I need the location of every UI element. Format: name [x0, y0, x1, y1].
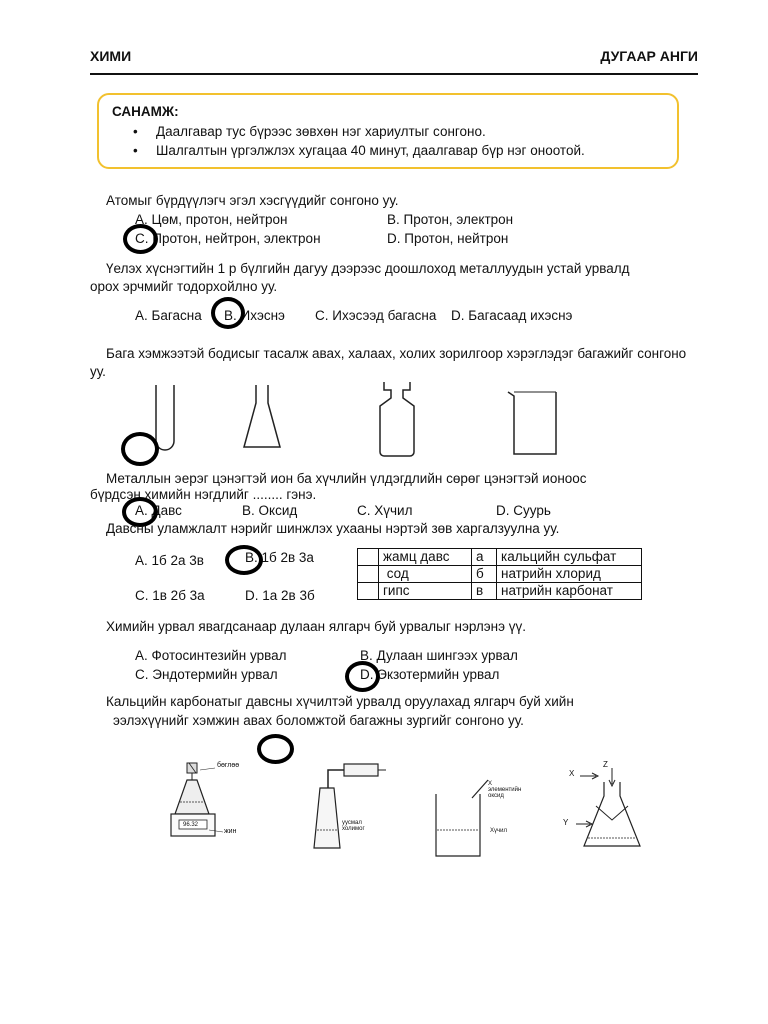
reagent-bottle-icon[interactable]	[372, 378, 422, 458]
table-row	[358, 549, 642, 566]
arrow-label-y: Y	[563, 818, 569, 827]
q5-option-a[interactable]: А. 1б 2а 3в	[135, 553, 204, 568]
balance-display: 96.32	[183, 822, 199, 828]
arrow-flask-figure[interactable]	[578, 762, 648, 856]
q1-option-b[interactable]: B. Протон, электрон	[387, 212, 514, 227]
q4-line-2: бүрдсэн химийн нэгдлийг ........ гэнэ.	[90, 487, 317, 502]
table-cell: сод	[379, 566, 472, 583]
q2-option-a[interactable]: А. Багасна	[135, 308, 202, 323]
arrow-label-x: X	[569, 769, 575, 778]
q6-option-c[interactable]: C. Эндотермийн урвал	[135, 667, 278, 682]
table-cell	[358, 583, 379, 600]
q2-option-d[interactable]: D. Багасаад ихэснэ	[451, 308, 573, 323]
notice-bullet-2: •	[133, 143, 138, 158]
q7-line-2: ээлэхүүнийг хэмжин авах боломжтой багажны зургийг сонгоно уу.	[113, 713, 524, 728]
q5-option-b[interactable]: B. 1б 2в 3а	[245, 550, 314, 565]
q6-text: Химийн урвал явагдсанаар дулаан ялгарч буй урвалыг нэрлэнэ үү.	[106, 619, 527, 634]
notice-box	[97, 93, 679, 169]
stopper-label: бөглөө	[217, 762, 240, 769]
table-row	[358, 583, 642, 600]
table-cell: натрийн карбонат	[497, 583, 642, 600]
q4-option-d[interactable]: D. Суурь	[496, 503, 551, 518]
q3-line-1: Бага хэмжээтэй бодисыг тасалж авах, халаах, холих зорилгоор хэрэглэдэг багажийг сонгоно	[106, 346, 687, 361]
q6-option-d[interactable]: D. Экзотермийн урвал	[360, 667, 500, 682]
notice-item-2: Шалгалтын үргэлжлэх хугацаа 40 минут, даалгавар бүр нэг оноотой.	[156, 143, 585, 158]
table-cell	[358, 566, 379, 583]
table-cell: а	[472, 549, 497, 566]
q3-line-2: уу.	[90, 364, 106, 379]
notice-item-1: Даалгавар тус бүрээс зөвхөн нэг хариултыг сонгоно.	[156, 124, 486, 139]
answer-mark-q1	[123, 224, 158, 254]
answer-mark-q3	[121, 432, 159, 466]
q5-option-d[interactable]: D. 1а 2в 3б	[245, 588, 315, 603]
q2-option-c[interactable]: C. Ихэсээд багасна	[315, 308, 437, 323]
notice-title: САНАМЖ:	[112, 104, 179, 119]
header-divider	[90, 73, 698, 75]
table-cell: жамц давс	[379, 549, 472, 566]
table-cell: б	[472, 566, 497, 583]
balance-label: жин	[224, 828, 237, 835]
q6-option-a[interactable]: А. Фотосинтезийн урвал	[135, 648, 287, 663]
q2-line-1: Үелэх хүснэгтийн 1 р бүлгийн дагуу дээрээс доошлоход металлуудын устай урвалд	[106, 261, 630, 276]
answer-mark-q2	[211, 297, 245, 329]
conical-flask-icon[interactable]	[240, 383, 284, 453]
beaker-icon[interactable]	[506, 388, 562, 460]
table-row	[358, 566, 642, 583]
table-cell: гипс	[379, 583, 472, 600]
q1-option-c[interactable]: C. Протон, нейтрон, электрон	[135, 231, 321, 246]
matching-table	[357, 548, 642, 600]
q5-text: Давсны уламжлалт нэрийг шинжлэх ухааны нэртэй зөв харгалзуулна уу.	[106, 521, 560, 536]
q1-text: Атомыг бүрдүүлэгч эгэл хэсгүүдийг сонгоно уу.	[106, 193, 399, 208]
q2-option-b[interactable]: B. Ихэснэ	[224, 308, 285, 323]
gas-syringe-figure[interactable]	[300, 758, 390, 860]
q1-option-a[interactable]: А. Цөм, протон, нейтрон	[135, 212, 288, 227]
q4-option-c[interactable]: C. Хүчил	[357, 503, 413, 518]
acid-label: Хүчил	[490, 828, 507, 834]
table-cell: натрийн хлорид	[497, 566, 642, 583]
table-cell	[358, 549, 379, 566]
q4-option-b[interactable]: B. Оксид	[242, 503, 298, 518]
oxide-label: Х элементийн оксид	[488, 781, 522, 799]
table-cell: в	[472, 583, 497, 600]
q4-option-a[interactable]: А. Давс	[135, 503, 182, 518]
q5-option-c[interactable]: C. 1в 2б 3а	[135, 588, 205, 603]
subject-title: ХИМИ	[90, 48, 132, 64]
arrow-label-z: Z	[603, 760, 608, 769]
grade-title: ДУГААР АНГИ	[600, 48, 698, 64]
mixture-label: уусмал холимог	[342, 820, 365, 832]
table-cell: кальцийн сульфат	[497, 549, 642, 566]
q4-line-1: Металлын эерэг цэнэгтэй ион ба хүчлийн үлдэгдлийн сөрөг цэнэгтэй ионоос	[106, 471, 587, 486]
answer-mark-q6	[345, 661, 380, 692]
answer-mark-q5	[225, 545, 263, 575]
q7-line-1: Кальцийн карбонатыг давсны хүчилтэй урвалд оруулахад ялгарч буй хийн	[106, 694, 574, 709]
q1-option-d[interactable]: D. Протон, нейтрон	[387, 231, 509, 246]
notice-bullet-1: •	[133, 124, 138, 139]
q2-line-2: орох эрчмийг тодорхойлно уу.	[90, 279, 278, 294]
q6-option-b[interactable]: B. Дулаан шингээх урвал	[360, 648, 518, 663]
balance-flask-figure[interactable]	[165, 758, 265, 858]
